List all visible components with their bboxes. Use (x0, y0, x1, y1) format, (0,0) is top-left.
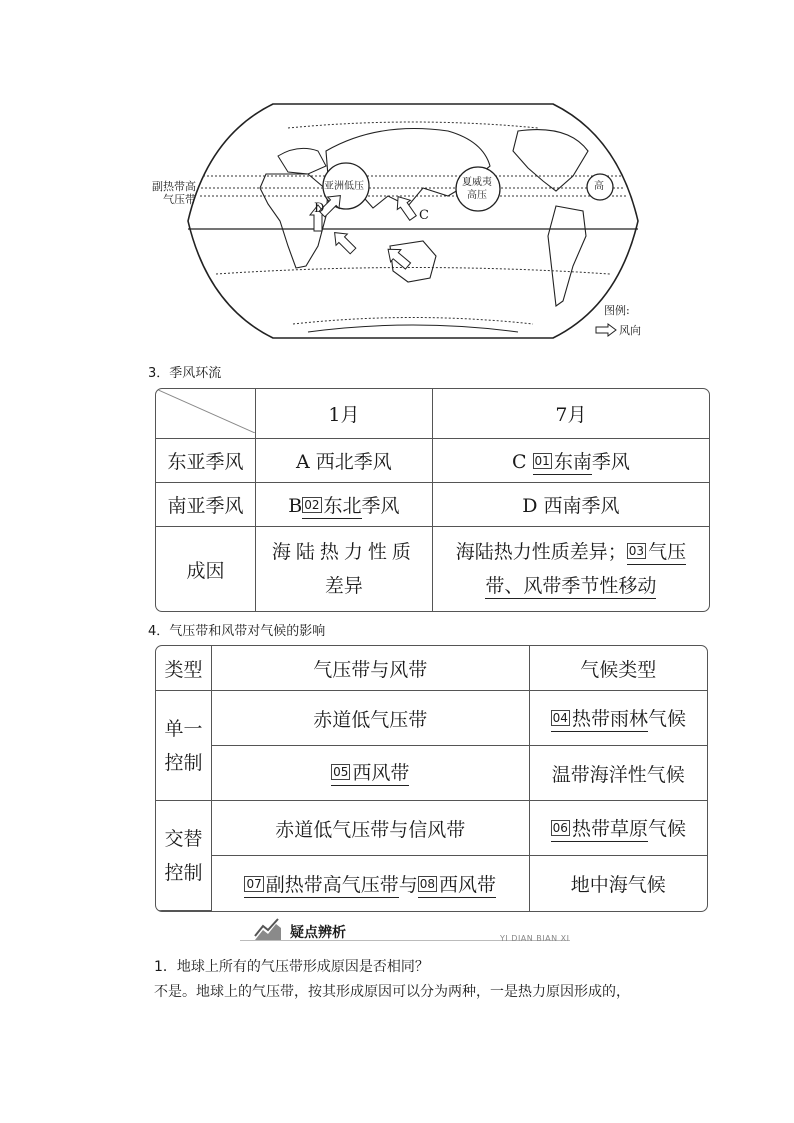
high-label: 高 (594, 181, 604, 192)
blank-number-06: 06 (552, 821, 568, 835)
world-map (152, 96, 658, 346)
question-1: 1．地球上所有的气压带形成原因是否相同？ (154, 959, 429, 975)
east-asia-jan: A 西北季风 (256, 439, 433, 483)
climate-table (155, 645, 708, 912)
climate-row4: 地中海气候 (570, 874, 666, 896)
map-outline (188, 104, 638, 338)
belt-row3: 赤道低气压带与信风带 (212, 801, 530, 856)
climate-row1-suffix: 气候 (647, 708, 686, 730)
south-asia-jan (256, 483, 433, 527)
belt-row4-mid: 与 (398, 873, 418, 896)
south-asia-jan-suffix: 季风 (361, 494, 400, 517)
belt-equatorial-low: 赤道低气压带 (212, 691, 530, 746)
table-row (156, 801, 707, 856)
answer-text-05: 西风带 (352, 761, 410, 784)
hawaiian-label-line2: 高压 (467, 190, 487, 201)
answer-paragraph: 不是。地球上的气压带，按其形成原因可以分为两种，一是热力原因形成的， (154, 984, 630, 1000)
label-d: D (314, 201, 325, 216)
answer-text-03a: 气压 (648, 541, 687, 563)
blank-number-04: 04 (552, 711, 568, 725)
climate-row3 (530, 801, 707, 856)
answer-blank-02 (302, 494, 361, 519)
table-row (156, 389, 709, 439)
header-climate: 气候类型 (530, 646, 707, 691)
blank-number-01: 01 (534, 453, 550, 468)
belt-row4 (212, 856, 530, 911)
legend-title: 图例: (604, 304, 630, 317)
blank-number-05: 05 (333, 764, 349, 779)
blank-number-02: 02 (304, 497, 320, 512)
diagonal-header-cell (156, 389, 256, 439)
answer-text-04: 热带雨林 (571, 708, 648, 730)
group-single-line2: 控制 (164, 751, 203, 774)
climate-row2: 温带海洋性气候 (530, 746, 707, 801)
row-label-south-asia: 南亚季风 (156, 483, 256, 527)
cause-jul (433, 527, 709, 611)
section3-heading: 3．季风环流 (148, 366, 222, 381)
table-row (156, 439, 709, 483)
table-row (156, 527, 709, 611)
cause-jul-line2 (439, 569, 703, 603)
cause-jan (256, 527, 433, 611)
world-map-drawing (168, 96, 658, 346)
chart-trend-icon (254, 918, 284, 942)
section4-heading: 4．气压带和风带对气候的影响 (148, 624, 326, 639)
banner-title: 疑点辨析 (290, 925, 346, 941)
climate-row3-suffix: 气候 (647, 818, 686, 840)
answer-text-08: 西风带 (439, 873, 497, 896)
cause-jul-text: 海陆热力性质差异； (455, 541, 627, 563)
header-belt: 气压带与风带 (212, 646, 530, 691)
blank-number-03: 03 (628, 544, 645, 558)
row-label-east-asia: 东亚季风 (156, 439, 256, 483)
belt-row2 (212, 746, 530, 801)
answer-text-01: 东南 (553, 450, 592, 473)
climate-row1 (530, 691, 707, 746)
hawaiian-high-label (462, 176, 492, 202)
answer-blank-07 (244, 873, 398, 898)
cause-jan-line2: 差异 (324, 575, 363, 597)
answer-text-07: 副热带高气压带 (265, 873, 399, 896)
table-row (156, 691, 707, 746)
asian-low-label: 亚洲低压 (324, 181, 364, 192)
header-type: 类型 (156, 646, 212, 691)
east-asia-jul (433, 439, 709, 483)
group-single-control (156, 691, 212, 801)
legend-wind-label: 风向 (619, 324, 641, 337)
group-alternate-line1: 交替 (164, 827, 203, 850)
blank-number-08: 08 (419, 876, 436, 891)
answer-blank-08 (418, 873, 496, 898)
answer-text-02: 东北 (323, 494, 362, 517)
legend-arrow-icon (596, 324, 616, 336)
diagonal-line (156, 389, 255, 433)
subtropical-label-line2: 气压带 (163, 193, 196, 206)
blank-number-07: 07 (246, 876, 262, 891)
table-row (156, 746, 707, 801)
table-row (156, 856, 707, 911)
hawaiian-label-line1: 夏威夷 (462, 177, 492, 188)
answer-blank-06 (551, 817, 648, 842)
answer-blank-05 (331, 761, 409, 786)
cause-jul-line1 (439, 535, 703, 569)
answer-blank-03b: 带、风带季节性移动 (485, 575, 657, 597)
table-row (156, 483, 709, 527)
label-c: C (419, 208, 429, 223)
answer-blank-01 (533, 450, 592, 475)
answer-text-06: 热带草原 (571, 818, 648, 840)
south-asia-jul: D 西南季风 (433, 483, 709, 527)
south-asia-jan-prefix: B (288, 494, 303, 517)
east-asia-jul-prefix: C (511, 450, 533, 473)
header-jul: 7月 (433, 389, 709, 439)
answer-blank-03a (627, 540, 686, 565)
header-jan: 1月 (256, 389, 433, 439)
monsoon-table (155, 388, 710, 612)
subtropical-high-label (152, 180, 196, 206)
subtropical-label-line1: 副热带高 (152, 180, 196, 193)
group-alternate-line2: 控制 (164, 861, 203, 884)
group-single-line1: 单一 (164, 717, 203, 740)
cause-jan-line1: 海陆热力性质 (271, 541, 416, 563)
banner-pinyin: YI DIAN BIAN XI (500, 934, 570, 943)
east-asia-jul-suffix: 季风 (591, 450, 630, 473)
table-row (156, 646, 707, 691)
row-label-cause: 成因 (156, 527, 256, 611)
group-alternate-control (156, 801, 212, 911)
answer-blank-04 (551, 707, 648, 732)
